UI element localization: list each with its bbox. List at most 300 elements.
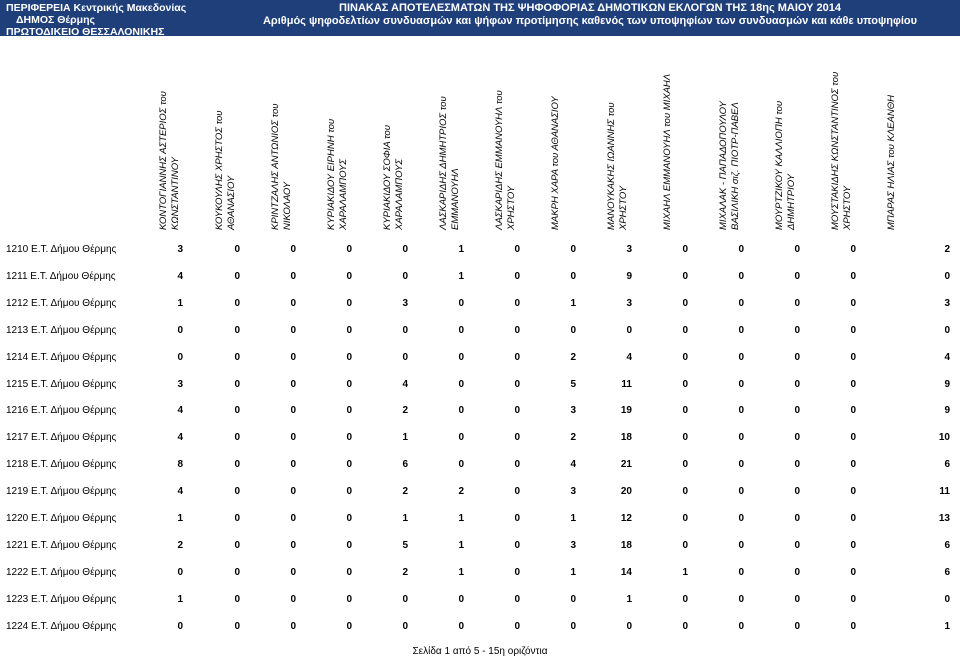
vote-count-cell: 0 xyxy=(402,244,408,255)
vote-count-cell: 0 xyxy=(514,539,520,551)
vote-count-cell: 0 xyxy=(514,324,520,336)
vote-count-cell: 18 xyxy=(620,432,632,444)
vote-count-cell: 6 xyxy=(944,566,950,578)
vote-count-cell: 0 xyxy=(850,593,856,605)
candidate-name-line2: ΧΑΡΑΛΑΜΠΟΥΣ xyxy=(394,158,405,230)
candidate-name-line1: ΜΙΧΑΛΑΚ - ΠΑΠΑΔΟΠΟΥΛΟΥ xyxy=(718,101,729,230)
candidate-name-line1: ΚΥΡΙΑΚΙΔΟΥ ΣΟΦΙΑ του xyxy=(382,125,393,230)
table-row xyxy=(0,536,960,554)
vote-count-cell: 0 xyxy=(234,459,240,471)
candidate-header xyxy=(496,44,554,234)
candidate-name xyxy=(886,40,918,230)
table-row xyxy=(0,590,960,608)
header-center xyxy=(220,2,960,28)
polling-station-label: 1211 Ε.Τ. Δήμου Θέρμης xyxy=(6,270,116,282)
vote-count-cell: 0 xyxy=(738,486,744,498)
vote-count-cell: 0 xyxy=(458,620,464,632)
vote-count-cell: 0 xyxy=(682,270,688,282)
candidate-name xyxy=(270,40,302,230)
vote-count-cell: 0 xyxy=(234,244,240,255)
vote-count-cell: 1 xyxy=(458,244,464,255)
candidate-header xyxy=(328,44,386,234)
candidate-name-line1: ΜΟΥΣΤΑΚΙΔΗΣ ΚΩΝΣΤΑΝΤΙΝΟΣ του xyxy=(830,71,841,230)
candidate-header xyxy=(552,44,610,234)
vote-count-cell: 0 xyxy=(402,351,408,363)
vote-count-cell: 3 xyxy=(626,244,632,255)
vote-count-cell: 0 xyxy=(794,513,800,524)
vote-count-cell: 0 xyxy=(514,297,520,309)
vote-count-cell: 0 xyxy=(514,486,520,498)
vote-count-cell: 0 xyxy=(850,324,856,336)
candidate-name-line2: ΝΙΚΟΛΑΟΥ xyxy=(282,181,293,230)
vote-count-cell: 0 xyxy=(290,432,296,444)
vote-count-cell: 0 xyxy=(794,270,800,282)
candidate-name-line2: ΕΜΜΑΝΟΥΗΛ xyxy=(450,168,461,230)
vote-count-cell: 0 xyxy=(570,620,576,632)
vote-count-cell: 13 xyxy=(938,513,950,524)
vote-count-cell: 4 xyxy=(944,351,950,363)
region-label: ΠΕΡΙΦΕΡΕΙΑ Κεντρικής Μακεδονίας xyxy=(6,2,187,14)
vote-count-cell: 0 xyxy=(738,513,744,524)
vote-count-cell: 18 xyxy=(620,539,632,551)
vote-count-cell: 3 xyxy=(944,297,950,309)
vote-count-cell: 0 xyxy=(290,566,296,578)
vote-count-cell: 0 xyxy=(458,378,464,390)
vote-count-cell: 0 xyxy=(290,297,296,309)
candidate-header xyxy=(160,44,218,234)
polling-station-label: 1222 Ε.Τ. Δήμου Θέρμης xyxy=(6,566,117,578)
vote-count-cell: 0 xyxy=(346,297,352,309)
vote-count-cell: 0 xyxy=(402,324,408,336)
vote-count-cell: 0 xyxy=(290,620,296,632)
vote-count-cell: 0 xyxy=(682,244,688,255)
vote-count-cell: 0 xyxy=(850,459,856,471)
vote-count-cell: 0 xyxy=(682,324,688,336)
header-left xyxy=(6,2,186,38)
vote-count-cell: 0 xyxy=(346,351,352,363)
vote-count-cell: 0 xyxy=(234,539,240,551)
vote-count-cell: 0 xyxy=(738,244,744,255)
table-row xyxy=(0,428,960,446)
candidate-header xyxy=(440,44,498,234)
candidate-name-line1: ΛΑΣΚΑΡΙΔΗΣ ΔΗΜΗΤΡΙΟΣ του xyxy=(438,96,449,230)
candidate-header xyxy=(888,44,946,234)
candidate-name-line2: ΒΑΣΙΛΙΚΗ σιζ. ΠΙΟΤΡ-ΠΑΒΕΛ xyxy=(730,102,741,230)
vote-count-cell: 0 xyxy=(850,539,856,551)
vote-count-cell: 0 xyxy=(290,244,296,255)
table-row xyxy=(0,267,960,285)
vote-count-cell: 0 xyxy=(290,378,296,390)
vote-count-cell: 0 xyxy=(514,244,520,255)
vote-count-cell: 0 xyxy=(234,513,240,524)
vote-count-cell: 5 xyxy=(570,378,576,390)
candidate-header xyxy=(664,44,722,234)
candidate-name-line1: ΚΟΝΤΟΓΙΑΝΝΗΣ ΑΣΤΕΡΙΟΣ του xyxy=(158,91,169,230)
vote-count-cell: 0 xyxy=(794,459,800,471)
vote-count-cell: 4 xyxy=(177,486,183,498)
vote-count-cell: 0 xyxy=(458,593,464,605)
table-row xyxy=(0,321,960,339)
table-row xyxy=(0,509,960,527)
vote-count-cell: 0 xyxy=(458,432,464,444)
vote-count-cell: 0 xyxy=(626,324,632,336)
candidate-name-line1: ΜΙΧΑΗΛ ΕΜΜΑΝΟΥΗΛ του ΜΙΧΑΗΛ xyxy=(662,73,673,230)
vote-count-cell: 0 xyxy=(738,593,744,605)
candidate-name-line2: ΧΡΗΣΤΟΥ xyxy=(842,185,853,230)
candidate-name-line1: ΚΟΥΚΟΥΛΗΣ ΧΡΗΣΤΟΣ του xyxy=(214,110,225,230)
vote-count-cell: 4 xyxy=(177,432,183,444)
candidate-name xyxy=(718,40,750,230)
vote-count-cell: 2 xyxy=(402,566,408,578)
vote-count-cell: 0 xyxy=(290,351,296,363)
candidate-name xyxy=(214,40,246,230)
vote-count-cell: 0 xyxy=(346,486,352,498)
vote-count-cell: 2 xyxy=(402,486,408,498)
vote-count-cell: 0 xyxy=(346,324,352,336)
vote-count-cell: 0 xyxy=(794,620,800,632)
vote-count-cell: 1 xyxy=(458,566,464,578)
vote-count-cell: 4 xyxy=(570,459,576,471)
vote-count-cell: 1 xyxy=(402,432,408,444)
vote-count-cell: 2 xyxy=(944,244,950,255)
vote-count-cell: 0 xyxy=(794,351,800,363)
vote-count-cell: 1 xyxy=(458,270,464,282)
vote-count-cell: 0 xyxy=(234,297,240,309)
vote-count-cell: 0 xyxy=(682,620,688,632)
vote-count-cell: 9 xyxy=(944,378,950,390)
candidate-name-line2: ΔΗΜΗΤΡΙΟΥ xyxy=(786,174,797,230)
vote-count-cell: 0 xyxy=(738,459,744,471)
vote-count-cell: 1 xyxy=(944,620,950,632)
vote-count-cell: 3 xyxy=(177,244,183,255)
vote-count-cell: 0 xyxy=(738,351,744,363)
vote-count-cell: 0 xyxy=(682,593,688,605)
polling-station-label: 1219 Ε.Τ. Δήμου Θέρμης xyxy=(6,486,117,498)
candidate-name-line1: ΛΑΣΚΑΡΙΔΗΣ ΕΜΜΑΝΟΥΗΛ του xyxy=(494,90,505,230)
vote-count-cell: 2 xyxy=(458,486,464,498)
vote-count-cell: 6 xyxy=(402,459,408,471)
polling-station-label: 1215 Ε.Τ. Δήμου Θέρμης xyxy=(6,378,117,390)
vote-count-cell: 0 xyxy=(738,432,744,444)
candidate-header xyxy=(272,44,330,234)
vote-count-cell: 0 xyxy=(290,539,296,551)
candidate-header xyxy=(216,44,274,234)
vote-count-cell: 2 xyxy=(570,432,576,444)
court-label: ΠΡΩΤΟΔΙΚΕΙΟ ΘΕΣΣΑΛΟΝΙΚΗΣ xyxy=(6,26,165,38)
vote-count-cell: 0 xyxy=(850,378,856,390)
vote-count-cell: 0 xyxy=(794,378,800,390)
polling-station-label: 1217 Ε.Τ. Δήμου Θέρμης xyxy=(6,432,117,444)
vote-count-cell: 0 xyxy=(738,270,744,282)
candidate-name xyxy=(550,40,582,230)
vote-count-cell: 0 xyxy=(346,513,352,524)
vote-count-cell: 0 xyxy=(570,593,576,605)
vote-count-cell: 0 xyxy=(514,513,520,524)
candidate-name-line2: ΚΩΝΣΤΑΝΤΙΝΟΥ xyxy=(170,157,181,230)
vote-count-cell: 0 xyxy=(850,432,856,444)
vote-count-cell: 1 xyxy=(682,566,688,578)
vote-count-cell: 0 xyxy=(346,539,352,551)
vote-count-cell: 0 xyxy=(794,244,800,255)
vote-count-cell: 0 xyxy=(682,351,688,363)
table-row xyxy=(0,455,960,473)
vote-count-cell: 0 xyxy=(682,486,688,498)
vote-count-cell: 14 xyxy=(620,566,632,578)
vote-count-cell: 0 xyxy=(850,513,856,524)
vote-count-cell: 0 xyxy=(346,593,352,605)
candidate-name-line1: ΜΟΥΡΤΖΙΚΟΥ ΚΑΛΛΙΟΠΗ του xyxy=(774,100,785,230)
page-footer: Σελίδα 1 από 5 - 15η οριζόντια xyxy=(412,646,548,657)
vote-count-cell: 0 xyxy=(234,405,240,417)
vote-count-cell: 0 xyxy=(514,459,520,471)
vote-count-cell: 0 xyxy=(738,405,744,417)
vote-count-cell: 0 xyxy=(402,620,408,632)
vote-count-cell: 2 xyxy=(402,405,408,417)
vote-count-cell: 0 xyxy=(346,620,352,632)
polling-station-label: 1213 Ε.Τ. Δήμου Θέρμης xyxy=(6,324,117,336)
candidate-name xyxy=(382,40,414,230)
polling-station-label: 1210 Ε.Τ. Δήμου Θέρμης xyxy=(6,244,117,255)
vote-count-cell: 0 xyxy=(570,324,576,336)
table-row xyxy=(0,240,960,258)
vote-count-cell: 4 xyxy=(177,405,183,417)
vote-count-cell: 20 xyxy=(620,486,632,498)
vote-count-cell: 0 xyxy=(234,270,240,282)
candidate-headers xyxy=(0,44,960,234)
vote-count-cell: 0 xyxy=(458,405,464,417)
vote-count-cell: 9 xyxy=(944,405,950,417)
vote-count-cell: 0 xyxy=(850,620,856,632)
vote-count-cell: 6 xyxy=(944,539,950,551)
candidate-header xyxy=(776,44,834,234)
candidate-name xyxy=(830,40,862,230)
vote-count-cell: 0 xyxy=(570,270,576,282)
polling-station-label: 1218 Ε.Τ. Δήμου Θέρμης xyxy=(6,459,117,471)
vote-count-cell: 0 xyxy=(738,620,744,632)
vote-count-cell: 0 xyxy=(234,593,240,605)
vote-count-cell: 0 xyxy=(458,297,464,309)
vote-count-cell: 6 xyxy=(944,459,950,471)
vote-count-cell: 0 xyxy=(234,432,240,444)
vote-count-cell: 11 xyxy=(939,486,950,498)
polling-station-label: 1220 Ε.Τ. Δήμου Θέρμης xyxy=(6,513,117,524)
candidate-name xyxy=(494,40,526,230)
vote-count-cell: 9 xyxy=(626,270,632,282)
vote-count-cell: 4 xyxy=(177,270,183,282)
vote-count-cell: 0 xyxy=(514,593,520,605)
vote-count-cell: 0 xyxy=(177,620,183,632)
candidate-name xyxy=(774,40,806,230)
vote-count-cell: 0 xyxy=(346,378,352,390)
vote-count-cell: 0 xyxy=(514,270,520,282)
vote-count-cell: 2 xyxy=(570,351,576,363)
table-row xyxy=(0,401,960,419)
candidate-name-line2: ΧΑΡΑΛΑΜΠΟΥΣ xyxy=(338,158,349,230)
vote-count-cell: 1 xyxy=(402,513,408,524)
vote-count-cell: 19 xyxy=(620,405,632,417)
vote-count-cell: 1 xyxy=(570,566,576,578)
vote-count-cell: 0 xyxy=(514,620,520,632)
vote-count-cell: 10 xyxy=(938,432,950,444)
vote-count-cell: 1 xyxy=(458,539,464,551)
vote-count-cell: 3 xyxy=(177,378,183,390)
vote-count-cell: 1 xyxy=(570,297,576,309)
header-bar xyxy=(0,0,960,36)
candidate-name-line1: ΜΑΝΟΥΚΑΚΗΣ ΙΩΑΝΝΗΣ του xyxy=(606,102,617,230)
candidate-name xyxy=(158,40,190,230)
vote-count-cell: 0 xyxy=(290,405,296,417)
vote-count-cell: 0 xyxy=(794,405,800,417)
vote-count-cell: 0 xyxy=(850,486,856,498)
candidate-header xyxy=(608,44,666,234)
candidate-header xyxy=(384,44,442,234)
vote-count-cell: 0 xyxy=(458,459,464,471)
table-row xyxy=(0,348,960,366)
vote-count-cell: 0 xyxy=(290,324,296,336)
vote-count-cell: 0 xyxy=(234,378,240,390)
vote-count-cell: 0 xyxy=(234,486,240,498)
vote-count-cell: 1 xyxy=(458,513,464,524)
polling-station-label: 1221 Ε.Τ. Δήμου Θέρμης xyxy=(6,539,117,551)
vote-count-cell: 0 xyxy=(234,566,240,578)
vote-count-cell: 3 xyxy=(570,539,576,551)
vote-count-cell: 1 xyxy=(570,513,576,524)
vote-count-cell: 0 xyxy=(794,593,800,605)
table-row xyxy=(0,482,960,500)
vote-count-cell: 8 xyxy=(177,459,183,471)
polling-station-label: 1214 Ε.Τ. Δήμου Θέρμης xyxy=(6,351,117,363)
polling-station-label: 1212 Ε.Τ. Δήμου Θέρμης xyxy=(6,297,117,309)
vote-count-cell: 0 xyxy=(290,486,296,498)
vote-count-cell: 0 xyxy=(290,459,296,471)
vote-count-cell: 0 xyxy=(514,351,520,363)
polling-station-label: 1216 Ε.Τ. Δήμου Θέρμης xyxy=(6,405,117,417)
candidate-header xyxy=(832,44,890,234)
polling-station-label: 1223 Ε.Τ. Δήμου Θέρμης xyxy=(6,593,117,605)
vote-count-cell: 0 xyxy=(177,351,183,363)
vote-count-cell: 0 xyxy=(514,405,520,417)
vote-count-cell: 3 xyxy=(570,486,576,498)
vote-count-cell: 0 xyxy=(682,539,688,551)
page-subtitle: Αριθμός ψηφοδελτίων συνδυασμών και ψήφων προτίμησης καθενός των υποψηφίων των συνδυασμών και κάθε υποψηφίου xyxy=(262,15,918,27)
vote-count-cell: 0 xyxy=(794,539,800,551)
vote-count-cell: 1 xyxy=(177,593,183,605)
vote-count-cell: 0 xyxy=(794,486,800,498)
vote-count-cell: 0 xyxy=(738,566,744,578)
vote-count-cell: 0 xyxy=(234,324,240,336)
vote-count-cell: 0 xyxy=(514,378,520,390)
candidate-name-line1: ΚΡΙΝΤΖΑΛΗΣ ΑΝΤΩΝΙΟΣ του xyxy=(270,103,281,230)
vote-count-cell: 0 xyxy=(682,378,688,390)
vote-count-cell: 4 xyxy=(402,378,408,390)
candidate-name xyxy=(606,40,638,230)
vote-count-cell: 0 xyxy=(682,513,688,524)
vote-count-cell: 0 xyxy=(458,351,464,363)
vote-count-cell: 0 xyxy=(682,459,688,471)
vote-count-cell: 0 xyxy=(514,432,520,444)
candidate-name-line2: ΧΡΗΣΤΟΥ xyxy=(618,185,629,230)
vote-count-cell: 0 xyxy=(850,405,856,417)
vote-count-cell: 11 xyxy=(621,378,632,390)
candidate-header xyxy=(720,44,778,234)
candidate-name-line1: ΚΥΡΙΑΚΙΔΟΥ ΕΙΡΗΝΗ του xyxy=(326,118,337,230)
candidate-name-line2: ΧΡΗΣΤΟΥ xyxy=(506,185,517,230)
vote-count-cell: 0 xyxy=(682,405,688,417)
vote-count-cell: 21 xyxy=(620,459,632,471)
vote-count-cell: 0 xyxy=(177,324,183,336)
vote-count-cell: 0 xyxy=(850,297,856,309)
vote-count-cell: 5 xyxy=(402,539,408,551)
vote-count-cell: 0 xyxy=(738,297,744,309)
vote-count-cell: 0 xyxy=(458,324,464,336)
polling-station-label: 1224 Ε.Τ. Δήμου Θέρμης xyxy=(6,620,117,632)
vote-count-cell: 0 xyxy=(794,297,800,309)
vote-count-cell: 3 xyxy=(570,405,576,417)
candidate-name-line1: ΜΑΚΡΗ ΧΑΡΑ του ΑΘΑΝΑΣΙΟΥ xyxy=(550,96,561,230)
vote-count-cell: 0 xyxy=(290,513,296,524)
table-row xyxy=(0,617,960,635)
vote-count-cell: 0 xyxy=(850,270,856,282)
vote-count-cell: 0 xyxy=(346,270,352,282)
vote-count-cell: 0 xyxy=(290,593,296,605)
municipality-label: ΔΗΜΟΣ Θέρμης xyxy=(16,14,95,26)
vote-count-cell: 0 xyxy=(738,539,744,551)
vote-count-cell: 0 xyxy=(738,324,744,336)
vote-count-cell: 0 xyxy=(234,620,240,632)
table-row xyxy=(0,375,960,393)
vote-count-cell: 4 xyxy=(626,351,632,363)
vote-count-cell: 3 xyxy=(626,297,632,309)
candidate-name-line1: ΜΠΑΡΑΣ ΗΛΙΑΣ του ΚΛΕΑΝΘΗ xyxy=(886,95,897,230)
candidate-name-line2: ΑΘΑΝΑΣΙΟΥ xyxy=(226,175,237,230)
candidate-name xyxy=(326,40,358,230)
vote-count-cell: 0 xyxy=(682,432,688,444)
vote-count-cell: 0 xyxy=(346,244,352,255)
vote-count-cell: 0 xyxy=(850,566,856,578)
vote-count-cell: 0 xyxy=(346,566,352,578)
vote-count-cell: 0 xyxy=(794,432,800,444)
vote-count-cell: 0 xyxy=(626,620,632,632)
vote-count-cell: 0 xyxy=(682,297,688,309)
vote-count-cell: 0 xyxy=(944,270,950,282)
table-row xyxy=(0,563,960,581)
vote-count-cell: 0 xyxy=(850,351,856,363)
vote-count-cell: 0 xyxy=(234,351,240,363)
vote-count-cell: 0 xyxy=(570,244,576,255)
table-row xyxy=(0,294,960,312)
vote-count-cell: 12 xyxy=(620,513,632,524)
vote-count-cell: 2 xyxy=(177,539,183,551)
vote-count-cell: 0 xyxy=(346,405,352,417)
vote-count-cell: 0 xyxy=(944,324,950,336)
candidate-name xyxy=(662,40,694,230)
vote-count-cell: 1 xyxy=(626,593,632,605)
vote-count-cell: 0 xyxy=(177,566,183,578)
page-title: ΠΙΝΑΚΑΣ ΑΠΟΤΕΛΕΣΜΑΤΩΝ ΤΗΣ ΨΗΦΟΦΟΡΙΑΣ ΔΗΜΟΤΙΚΩΝ ΕΚΛΟΓΩΝ ΤΗΣ 18ης ΜΑΙΟΥ 2014 xyxy=(339,2,841,14)
vote-count-cell: 0 xyxy=(402,270,408,282)
vote-count-cell: 0 xyxy=(346,432,352,444)
vote-count-cell: 0 xyxy=(290,270,296,282)
vote-count-cell: 0 xyxy=(738,378,744,390)
vote-count-cell: 1 xyxy=(177,297,183,309)
vote-count-cell: 0 xyxy=(944,593,950,605)
vote-count-cell: 1 xyxy=(177,513,183,524)
vote-count-cell: 0 xyxy=(402,593,408,605)
vote-count-cell: 3 xyxy=(402,297,408,309)
vote-count-cell: 0 xyxy=(794,566,800,578)
vote-count-cell: 0 xyxy=(514,566,520,578)
vote-count-cell: 0 xyxy=(794,324,800,336)
